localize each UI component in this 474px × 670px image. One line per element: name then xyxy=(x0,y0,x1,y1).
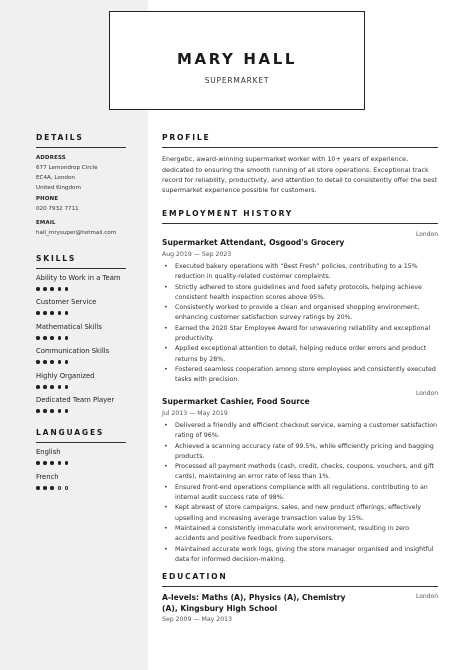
details-section xyxy=(36,133,126,148)
rating-dot-filled xyxy=(58,336,62,340)
bullet-text: Fostered seamless cooperation among store employees and consistently executed tasks with precision. xyxy=(175,365,436,384)
bullet-icon: • xyxy=(164,524,168,532)
email-block xyxy=(36,220,126,238)
bullet-text: Applied exceptional attention to detail, helping reduce order errors and product returns by 28%. xyxy=(175,345,427,363)
bullet-text: Delivered a friendly and efficient checkout service, earning a customer satisfaction rating of 96%. xyxy=(175,422,438,440)
address-label: ADDRESS xyxy=(36,155,66,161)
bullet-text: Kept abreast of store campaigns, sales, and new product offerings, effectively upselling and increasing average transaction value by 15%. xyxy=(175,504,421,522)
phone-block xyxy=(36,196,126,214)
skill-item xyxy=(36,274,126,291)
rating-dot-filled xyxy=(58,311,62,315)
rating-dot-filled xyxy=(50,336,54,340)
rating-dot-filled xyxy=(65,461,69,465)
education-heading: EDUCATION xyxy=(162,572,228,581)
skill-item xyxy=(36,347,126,364)
bullet-icon: • xyxy=(164,483,168,491)
bullet-text: Maintained a consistently immaculate work environment, resulting in zero accidents and positive feedback from supervisors. xyxy=(175,524,410,543)
rating-dot-filled xyxy=(43,336,47,340)
rating-dot-filled xyxy=(36,461,40,465)
address-block xyxy=(36,155,126,193)
list-item xyxy=(162,262,438,283)
address-line: 677 Lemondrop Circle xyxy=(36,165,98,171)
email-address: hall_mrysuper@hotmail.com xyxy=(36,230,117,236)
divider xyxy=(162,223,438,224)
rating-dot-filled xyxy=(50,409,54,413)
languages-section xyxy=(36,428,126,443)
list-item xyxy=(162,303,438,324)
rating-dot-filled xyxy=(36,360,40,364)
rating-dot-filled xyxy=(43,360,47,364)
list-item xyxy=(162,283,438,304)
language-level-dots xyxy=(36,461,126,465)
skill-level-dots xyxy=(36,287,126,291)
skill-item xyxy=(36,323,126,340)
rating-dot-filled xyxy=(43,287,47,291)
languages-heading: LANGUAGES xyxy=(36,428,105,437)
skill-name: Communication Skills xyxy=(36,347,110,355)
list-item xyxy=(162,545,438,566)
education-title: A-levels: Maths (A), Physics (A), Chemistry (A), Kingsbury High School xyxy=(162,593,346,613)
rating-dot-filled xyxy=(65,385,69,389)
skill-level-dots xyxy=(36,409,126,413)
rating-dot-filled xyxy=(65,336,69,340)
rating-dot-filled xyxy=(58,385,62,389)
employment-heading: EMPLOYMENT HISTORY xyxy=(162,209,294,218)
bullet-text: Consistently worked to provide a clean and organised shopping environment, enhancing customer satisfaction survey ratings by 20%. xyxy=(175,304,420,322)
bullet-text: Processed all payment methods (cash, credit, checks, coupons, vouchers, and gift cards), maintaining an error rate of less than 1%. xyxy=(175,463,434,481)
skills-section xyxy=(36,254,126,269)
rating-dot-filled xyxy=(43,486,47,490)
job-dates: Jul 2013 — May 2019 xyxy=(162,410,228,417)
bullet-icon: • xyxy=(164,263,168,270)
skill-level-dots xyxy=(36,311,126,315)
list-item xyxy=(162,324,438,345)
rating-dot-filled xyxy=(58,287,62,291)
language-item xyxy=(36,473,126,490)
bullet-icon: • xyxy=(164,304,168,312)
rating-dot-empty xyxy=(65,486,69,490)
bullet-icon: • xyxy=(164,442,168,450)
bullet-icon: • xyxy=(164,345,168,353)
rating-dot-filled xyxy=(36,287,40,291)
language-level-dots xyxy=(36,486,126,490)
job-entry xyxy=(162,230,438,386)
list-item xyxy=(162,503,438,524)
skill-item xyxy=(36,372,126,389)
rating-dot-filled xyxy=(50,287,54,291)
bullet-text: Earned the 2020 Star Employee Award for unwavering reliability and exceptional productivity. xyxy=(175,324,431,343)
employment-section xyxy=(162,209,438,224)
skill-item xyxy=(36,298,126,315)
phone-label: PHONE xyxy=(36,196,59,202)
rating-dot-filled xyxy=(50,360,54,364)
education-dates: Sep 2009 — May 2013 xyxy=(162,616,233,623)
rating-dot-filled xyxy=(58,461,62,465)
rating-dot-filled xyxy=(50,486,54,490)
skill-item xyxy=(36,396,126,413)
skill-name: Customer Service xyxy=(36,298,97,306)
profile-summary: Energetic, award-winning supermarket worker with 10+ years of experience, dedicated to ensuring the smooth running of all store operations. Exceptional track record for reliability, productivity, and attention to detail to consistently offer the best supermarket experience possible for customers. xyxy=(162,155,438,195)
job-title: Supermarket Attendant, Osgood's Grocery xyxy=(162,238,345,247)
job-dates: Aug 2019 — Sep 2023 xyxy=(162,251,232,258)
job-bullets xyxy=(162,421,438,565)
divider xyxy=(36,442,126,443)
profile-section xyxy=(162,133,438,196)
bullet-text: Achieved a scanning accuracy rate of 99.5%, while efficiently pricing and bagging products. xyxy=(175,442,434,460)
language-name: English xyxy=(36,448,61,456)
rating-dot-filled xyxy=(50,385,54,389)
address-line: United Kingdom xyxy=(36,185,81,191)
rating-dot-filled xyxy=(43,385,47,389)
bullet-icon: • xyxy=(164,504,168,512)
bullet-icon: • xyxy=(164,463,168,471)
bullet-text: Strictly adhered to store guidelines and food safety protocols, helping achieve consistent health inspection scores above 95%. xyxy=(175,283,422,301)
rating-dot-filled xyxy=(43,311,47,315)
skills-heading: SKILLS xyxy=(36,254,77,263)
language-name: French xyxy=(36,473,59,481)
rating-dot-filled xyxy=(50,311,54,315)
rating-dot-filled xyxy=(65,360,69,364)
profile-heading: PROFILE xyxy=(162,133,211,142)
list-item xyxy=(162,421,438,442)
skill-name: Highly Organized xyxy=(36,372,95,380)
rating-dot-filled xyxy=(43,409,47,413)
bullet-icon: • xyxy=(164,283,168,291)
job-bullets xyxy=(162,262,438,386)
list-item xyxy=(162,442,438,463)
bullet-text: Ensured front-end operations compliance with all regulations, contributing to an internal audit success rate of 98%. xyxy=(175,483,428,502)
job-location: London xyxy=(416,390,438,397)
skill-name: Ability to Work in a Team xyxy=(36,274,121,282)
education-location: London xyxy=(416,593,438,600)
rating-dot-filled xyxy=(58,409,62,413)
list-item xyxy=(162,524,438,545)
skill-name: Dedicated Team Player xyxy=(36,396,115,404)
job-title: Supermarket Cashier, Food Source xyxy=(162,397,310,406)
job-entry xyxy=(162,389,438,565)
list-item xyxy=(162,365,438,386)
language-item xyxy=(36,448,126,465)
divider xyxy=(162,147,438,148)
list-item xyxy=(162,462,438,483)
divider xyxy=(36,268,126,269)
education-entry xyxy=(162,592,438,623)
rating-dot-filled xyxy=(65,311,69,315)
full-name: MARY HALL xyxy=(176,50,298,68)
rating-dot-filled xyxy=(58,360,62,364)
divider xyxy=(162,586,438,587)
rating-dot-filled xyxy=(50,461,54,465)
rating-dot-filled xyxy=(65,409,69,413)
rating-dot-empty xyxy=(58,486,62,490)
address-line: EC4A, London xyxy=(36,175,75,181)
rating-dot-filled xyxy=(65,287,69,291)
rating-dot-filled xyxy=(36,336,40,340)
rating-dot-filled xyxy=(36,385,40,389)
list-item xyxy=(162,344,438,365)
job-location: London xyxy=(416,231,438,238)
education-section xyxy=(162,572,438,587)
divider xyxy=(36,147,126,148)
email-label: EMAIL xyxy=(36,220,56,226)
list-item xyxy=(162,483,438,504)
phone-number: 020 7932 7711 xyxy=(36,206,79,212)
job-role: SUPERMARKET xyxy=(204,76,270,85)
bullet-text: Executed bakery operations with “Best Fresh” policies, contributing to a 15% reduction in quality-related customer complaints. xyxy=(175,263,418,281)
bullet-icon: • xyxy=(164,324,168,332)
bullet-text: Maintained accurate work logs, giving the store manager organised and insightful data for informed decision-making. xyxy=(175,545,434,563)
skill-level-dots xyxy=(36,336,126,340)
details-heading: DETAILS xyxy=(36,133,84,142)
rating-dot-filled xyxy=(36,409,40,413)
bullet-icon: • xyxy=(164,545,168,553)
skill-level-dots xyxy=(36,385,126,389)
skill-level-dots xyxy=(36,360,126,364)
skill-name: Mathematical Skills xyxy=(36,323,102,331)
bullet-icon: • xyxy=(164,365,168,373)
bullet-icon: • xyxy=(164,422,168,429)
rating-dot-filled xyxy=(36,486,40,490)
rating-dot-filled xyxy=(43,461,47,465)
name-header xyxy=(109,11,365,110)
rating-dot-filled xyxy=(36,311,40,315)
